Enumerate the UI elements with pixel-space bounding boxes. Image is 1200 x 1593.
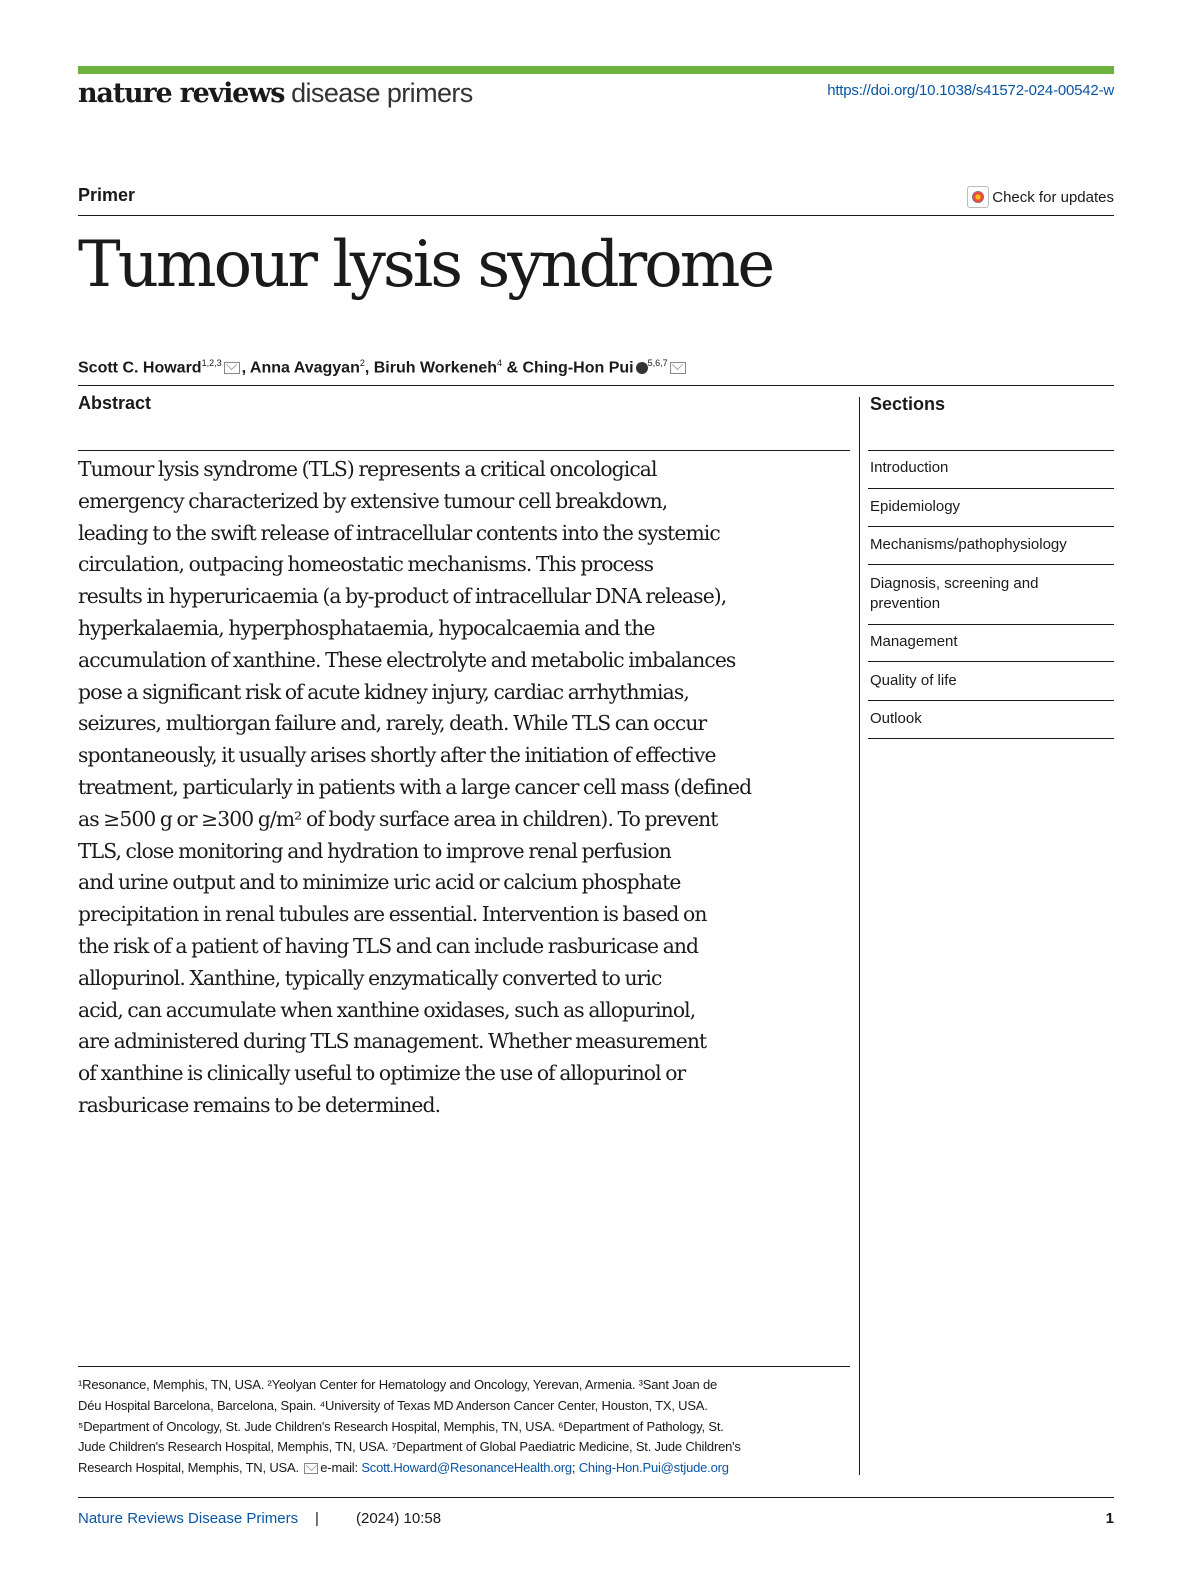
section-divider [868, 661, 1114, 662]
envelope-icon[interactable] [224, 362, 240, 374]
abstract-line: acid, can accumulate when xanthine oxidases, such as allopurinol, [78, 997, 696, 1022]
affiliation-line: ¹Resonance, Memphis, TN, USA. ²Yeolyan Center for Hematology and Oncology, Yerevan, Armenia. ³Sant Joan de [78, 1377, 718, 1392]
journal-brand [78, 78, 473, 109]
abstract-line: results in hyperuricaemia (a by-product of intracellular DNA release), [78, 584, 727, 609]
section-divider [868, 488, 1114, 489]
abstract-line: seizures, multiorgan failure and, rarely, death. While TLS can occur [78, 711, 707, 736]
footer-citation: (2024) 10:58 [356, 1510, 442, 1527]
abstract-line: TLS, close monitoring and hydration to improve renal perfusion [78, 838, 671, 863]
page-number: 1 [1105, 1510, 1114, 1527]
sections-divider [868, 450, 1114, 451]
author-name[interactable]: Biruh Workeneh [373, 359, 498, 377]
section-link-diagnosis[interactable]: Diagnosis, screening and prevention [870, 575, 1039, 612]
abstract-line: precipitation in renal tubules are essential. Intervention is based on [78, 902, 707, 927]
affiliation-line: ⁵Department of Oncology, St. Jude Children's Research Hospital, Memphis, TN, USA. ⁶Department of Pathology, St. [78, 1418, 724, 1434]
email-separator: ; [571, 1460, 576, 1476]
abstract-line: emergency characterized by extensive tumour cell breakdown, [78, 488, 668, 513]
footer-separator: | [315, 1510, 319, 1527]
author-name[interactable]: Scott C. Howard [78, 359, 202, 377]
affiliations [78, 1375, 853, 1479]
brand-light: disease primers [291, 78, 473, 108]
sections-heading: Sections [870, 394, 946, 414]
footnote-divider [78, 1366, 850, 1367]
abstract-line: treatment, particularly in patients with a large cancer cell mass (defined [78, 774, 752, 799]
email-link-pui[interactable]: Ching-Hon.Pui@stjude.org [578, 1460, 729, 1476]
envelope-icon[interactable] [670, 362, 686, 374]
authors-divider [78, 385, 1114, 386]
section-divider [868, 700, 1114, 701]
abstract-body [78, 454, 848, 1122]
check-for-updates-button[interactable] [967, 186, 1114, 208]
affiliation-sup: 1,2,3 [201, 358, 222, 368]
section-divider [868, 526, 1114, 527]
affiliation-line: Déu Hospital Barcelona, Barcelona, Spain. ⁴University of Texas MD Anderson Cancer Center, Houston, TX, USA. [78, 1397, 708, 1413]
section-link-introduction[interactable]: Introduction [870, 459, 949, 476]
header-divider [78, 215, 1114, 216]
abstract-line: rasburicase remains to be determined. [78, 1092, 441, 1117]
envelope-icon [304, 1463, 318, 1474]
abstract-line: and urine output and to minimize uric acid or calcium phosphate [78, 870, 681, 895]
section-link-quality-of-life[interactable]: Quality of life [870, 672, 957, 689]
author-list [78, 358, 688, 377]
section-link-mechanisms[interactable]: Mechanisms/pathophysiology [870, 536, 1067, 553]
brand-bold: nature reviews [78, 78, 285, 109]
author-name[interactable]: Ching-Hon Pui [522, 359, 634, 377]
email-label: e-mail: [320, 1460, 358, 1476]
abstract-line: circulation, outpacing homeostatic mechanisms. This process [78, 552, 654, 577]
article-title: Tumour lysis syndrome [78, 228, 773, 302]
author-separator: , [241, 359, 250, 377]
section-link-epidemiology[interactable]: Epidemiology [870, 498, 961, 515]
doi-link[interactable]: https://doi.org/10.1038/s41572-024-00542-w [827, 82, 1114, 99]
abstract-divider [78, 450, 850, 451]
affiliation-sup: 5,6,7 [647, 358, 668, 368]
email-link-howard[interactable]: Scott.Howard@ResonanceHealth.org [361, 1460, 572, 1476]
section-link-outlook[interactable]: Outlook [870, 710, 922, 727]
abstract-line: are administered during TLS management. Whether measurement [78, 1029, 707, 1054]
section-divider [868, 624, 1114, 625]
affiliation-line: Jude Children's Research Hospital, Memphis, TN, USA. ⁷Department of Global Paediatric Medicine, St. Jude Children's [78, 1439, 741, 1455]
abstract-line: Tumour lysis syndrome (TLS) represents a critical oncological [78, 457, 657, 481]
section-divider [868, 738, 1114, 739]
section-link-management[interactable]: Management [870, 633, 958, 650]
abstract-line: accumulation of xanthine. These electrolyte and metabolic imbalances [78, 647, 736, 672]
column-divider [859, 397, 860, 1475]
article-type: Primer [78, 185, 136, 205]
affiliation-line-email [78, 1458, 853, 1479]
abstract-line: the risk of a patient of having TLS and can include rasburicase and [78, 933, 699, 958]
abstract-line: hyperkalaemia, hyperphosphataemia, hypocalcaemia and the [78, 615, 655, 640]
abstract-line: leading to the swift release of intracellular contents into the systemic [78, 520, 720, 545]
abstract-line: allopurinol. Xanthine, typically enzymatically converted to uric [78, 965, 662, 990]
author-name[interactable]: Anna Avagyan [249, 359, 360, 377]
check-for-updates-label: Check for updates [992, 188, 1114, 206]
abstract-line: of xanthine is clinically useful to optimize the use of allopurinol or [78, 1061, 686, 1086]
journal-top-bar [78, 66, 1114, 74]
abstract-line: pose a significant risk of acute kidney injury, cardiac arrhythmias, [78, 679, 689, 704]
affiliation-sup: 4 [497, 358, 503, 368]
footer-divider [78, 1497, 1114, 1498]
author-separator: & [502, 359, 523, 377]
abstract-heading: Abstract [78, 393, 152, 413]
section-divider [868, 564, 1114, 565]
orcid-icon[interactable] [636, 362, 648, 374]
footer-journal[interactable]: Nature Reviews Disease Primers [78, 1510, 299, 1527]
affiliation-sup: 2 [359, 358, 365, 368]
author-separator: , [364, 359, 374, 377]
check-for-updates-icon [967, 186, 989, 208]
abstract-line: spontaneously, it usually arises shortly after the initiation of effective [78, 743, 716, 768]
affiliation-text: Research Hospital, Memphis, TN, USA. [78, 1460, 299, 1476]
abstract-line: as ≥500 g or ≥300 g/m² of body surface area in children). To prevent [78, 806, 718, 831]
